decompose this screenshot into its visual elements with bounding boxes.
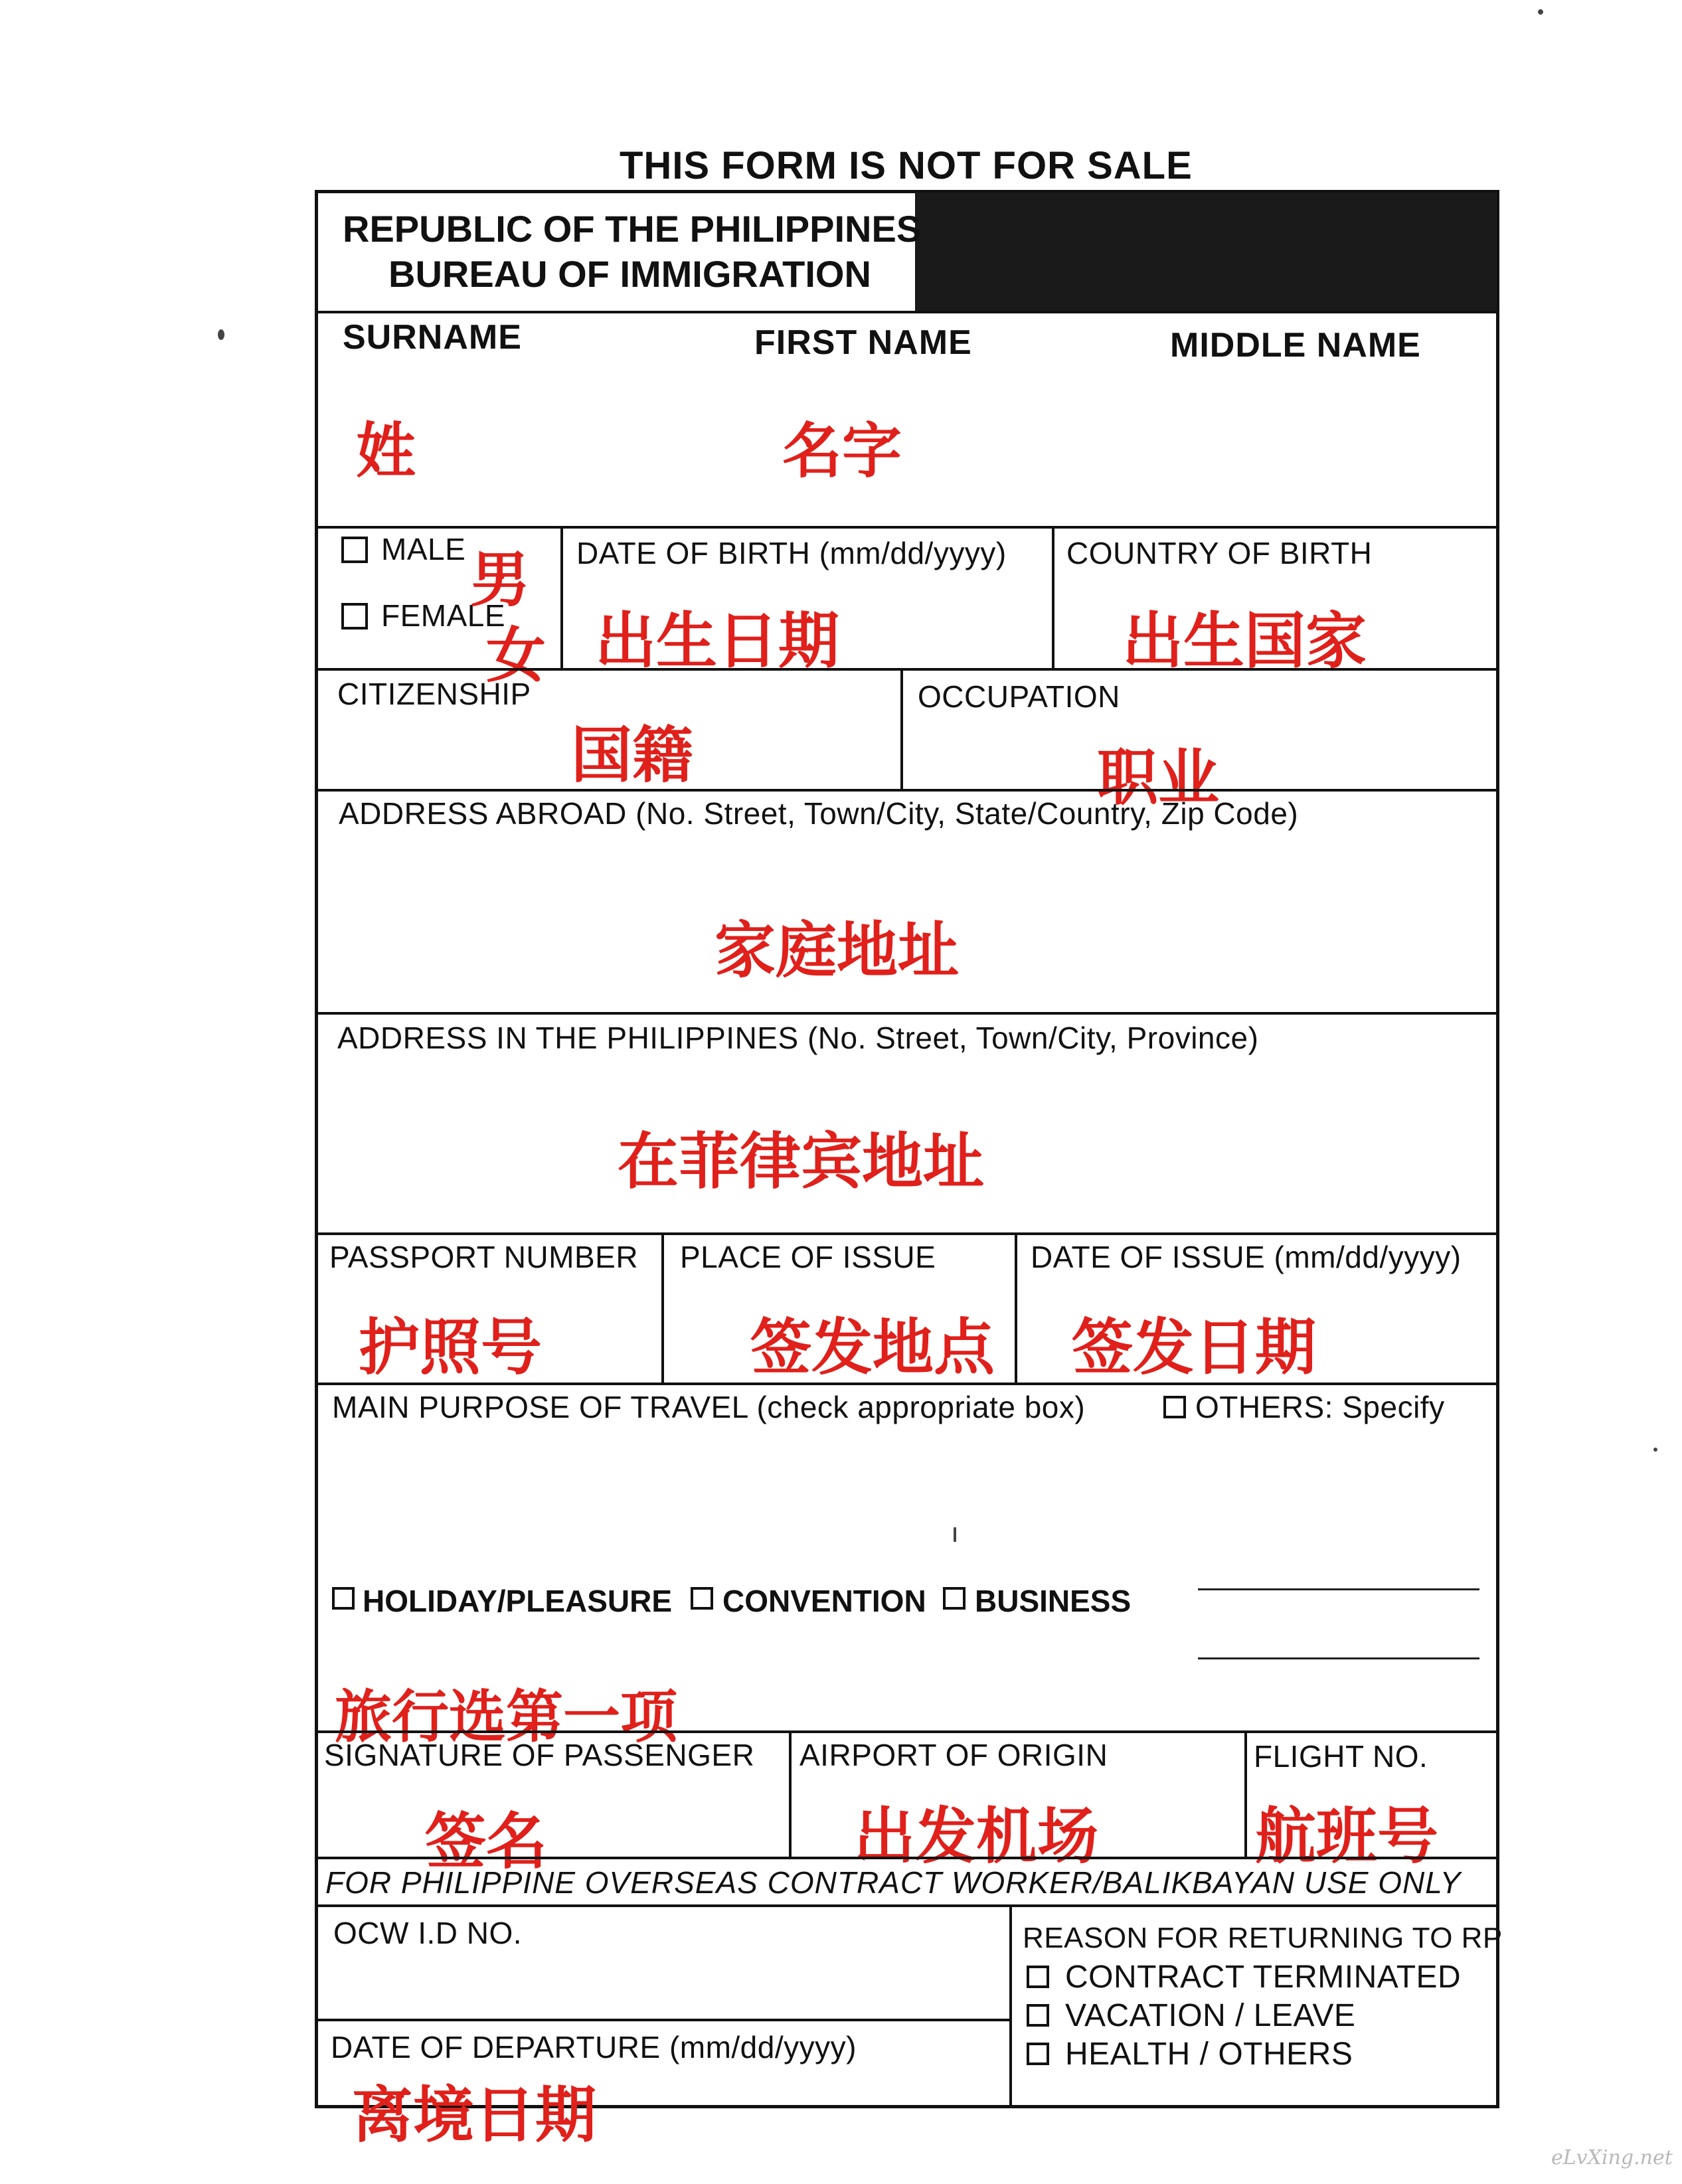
scan-speck — [1538, 9, 1543, 15]
specify-line-2[interactable] — [1198, 1657, 1479, 1659]
date-departure-note: 离境日期 — [352, 2080, 597, 2151]
reason-vacation-checkbox[interactable] — [1027, 2004, 1049, 2027]
scan-speck — [218, 329, 224, 340]
divider — [1009, 1906, 1012, 2106]
first-name-label: FIRST NAME — [754, 323, 972, 362]
male-label: MALE — [381, 532, 466, 566]
reason-vacation-label: VACATION / LEAVE — [1065, 1998, 1356, 2033]
business-checkbox[interactable] — [943, 1587, 966, 1610]
divider — [560, 527, 563, 668]
watermark: eLvXing.net — [1551, 2146, 1673, 2169]
date-of-issue-note: 签发日期 — [1072, 1312, 1317, 1383]
country-of-birth-note: 出生国家 — [1122, 606, 1367, 677]
others-checkbox[interactable] — [1163, 1396, 1186, 1418]
divider — [316, 1383, 1498, 1385]
citizenship-note: 国籍 — [571, 720, 694, 791]
ocw-banner: FOR PHILIPPINE OVERSEAS CONTRACT WORKER/BALIKBAYAN USE ONLY — [325, 1865, 1462, 1900]
divider — [316, 2019, 1011, 2021]
address-abroad-label: ADDRESS ABROAD (No. Street, Town/City, State/Country, Zip Code) — [339, 796, 1299, 831]
flight-no-note: 航班号 — [1255, 1801, 1439, 1872]
reason-health-checkbox[interactable] — [1027, 2043, 1049, 2065]
date-of-issue-label: DATE OF ISSUE (mm/dd/yyyy) — [1031, 1240, 1462, 1274]
passport-number-note: 护照号 — [359, 1312, 543, 1383]
surname-label: SURNAME — [343, 318, 522, 357]
ocw-id-label: OCW I.D NO. — [333, 1916, 523, 1950]
male-checkbox[interactable] — [341, 537, 368, 563]
flight-no-label: FLIGHT NO. — [1254, 1739, 1428, 1774]
middle-name-label: MIDDLE NAME — [1170, 326, 1421, 365]
divider — [900, 669, 903, 789]
airport-origin-label: AIRPORT OF ORIGIN — [799, 1738, 1108, 1772]
address-ph-note: 在菲律宾地址 — [618, 1126, 985, 1197]
divider — [1015, 1234, 1017, 1383]
place-of-issue-note: 签发地点 — [750, 1312, 995, 1383]
passport-number-label: PASSPORT NUMBER — [329, 1240, 639, 1274]
female-checkbox[interactable] — [341, 603, 368, 630]
divider — [316, 1904, 1498, 1907]
holiday-label: HOLIDAY/PLEASURE — [363, 1584, 673, 1618]
first-name-note: 名字 — [782, 416, 902, 486]
divider — [316, 1012, 1498, 1015]
specify-line-1[interactable] — [1198, 1588, 1479, 1590]
divider — [316, 1857, 1498, 1859]
scan-speck — [1653, 1448, 1657, 1452]
occupation-label: OCCUPATION — [918, 679, 1120, 714]
divider — [789, 1732, 792, 1857]
divider — [1052, 527, 1054, 668]
business-label: BUSINESS — [975, 1584, 1132, 1618]
form-banner: THIS FORM IS NOT FOR SALE — [620, 144, 1193, 187]
purpose-note: 旅行选第一项 — [335, 1684, 677, 1750]
citizenship-label: CITIZENSHIP — [337, 677, 531, 711]
female-note: 女 — [486, 621, 546, 691]
agency-line2: BUREAU OF IMMIGRATION — [388, 253, 871, 295]
divider — [316, 789, 1498, 792]
dob-note: 出生日期 — [595, 606, 840, 677]
divider — [316, 668, 1498, 671]
convention-checkbox[interactable] — [691, 1587, 713, 1610]
reason-contract-label: CONTRACT TERMINATED — [1065, 1960, 1462, 1995]
divider — [316, 1232, 1498, 1235]
airport-origin-note: 出发机场 — [854, 1801, 1099, 1872]
signature-label: SIGNATURE OF PASSENGER — [324, 1738, 755, 1772]
surname-note: 姓 — [356, 416, 416, 486]
female-label: FEMALE — [381, 598, 506, 633]
address-abroad-note: 家庭地址 — [715, 915, 960, 986]
scan-speck — [954, 1527, 956, 1542]
convention-label: CONVENTION — [722, 1584, 926, 1618]
holiday-checkbox[interactable] — [332, 1587, 355, 1610]
reason-health-label: HEALTH / OTHERS — [1065, 2037, 1353, 2072]
male-note: 男 — [470, 545, 530, 615]
divider — [316, 1730, 1498, 1733]
occupation-note: 职业 — [1097, 742, 1220, 813]
dob-label: DATE OF BIRTH (mm/dd/yyyy) — [576, 536, 1007, 570]
others-specify-label: OTHERS: Specify — [1195, 1390, 1445, 1424]
divider — [316, 311, 1498, 313]
purpose-label: MAIN PURPOSE OF TRAVEL (check appropriate box) — [332, 1390, 1086, 1424]
divider — [661, 1234, 664, 1383]
country-of-birth-label: COUNTRY OF BIRTH — [1066, 536, 1373, 570]
address-ph-label: ADDRESS IN THE PHILIPPINES (No. Street, Town/City, Province) — [337, 1021, 1259, 1055]
date-departure-label: DATE OF DEPARTURE (mm/dd/yyyy) — [331, 2030, 857, 2064]
redacted-block — [915, 193, 1497, 312]
divider — [1244, 1732, 1247, 1857]
reason-contract-checkbox[interactable] — [1027, 1966, 1049, 1988]
divider — [316, 526, 1498, 529]
place-of-issue-label: PLACE OF ISSUE — [680, 1240, 936, 1274]
reason-title: REASON FOR RETURNING TO RP — [1023, 1922, 1503, 1954]
agency-line1: REPUBLIC OF THE PHILIPPINES — [343, 208, 922, 250]
signature-note: 签名 — [425, 1806, 548, 1877]
